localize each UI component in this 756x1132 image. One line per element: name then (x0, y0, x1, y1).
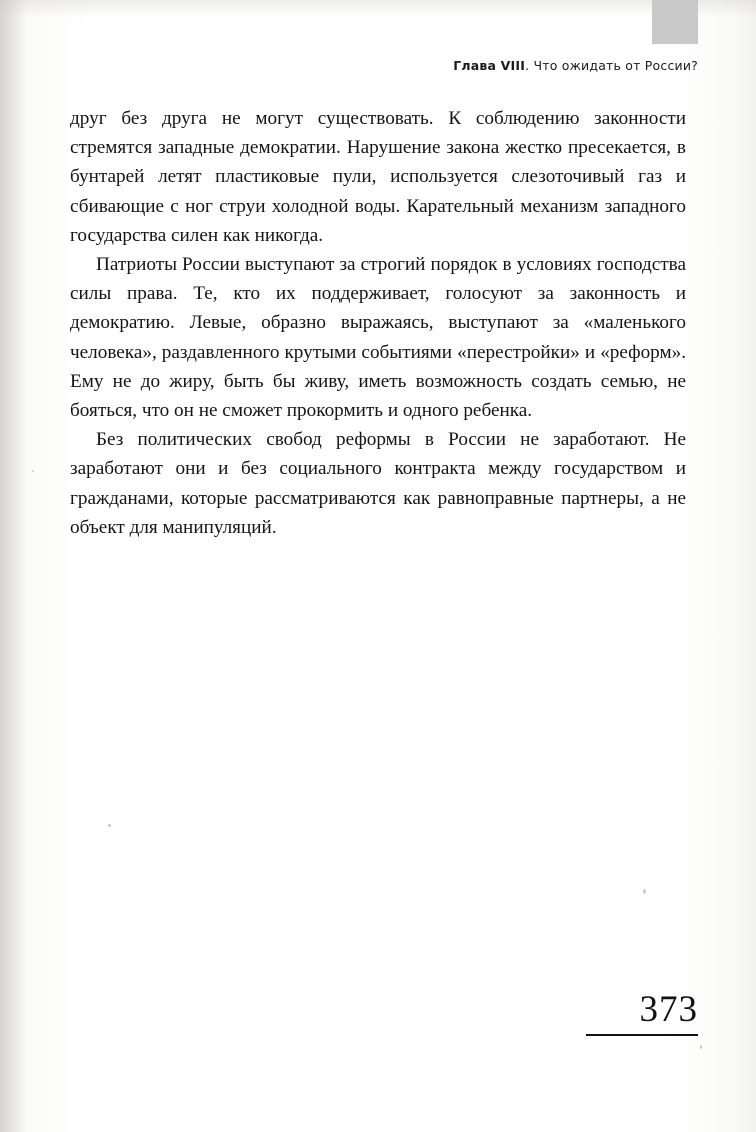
page-number: 373 (639, 989, 698, 1030)
scan-speck (643, 889, 646, 894)
page-folio (586, 990, 698, 1036)
scan-edge-left (0, 0, 26, 1132)
paragraph: Без политических свобод реформы в России не заработают. Не заработают они и без социального контракта между государством и гражданами, которые рассматриваются как равноправные партнеры, а не объект для манипуляций. (70, 429, 686, 538)
scan-corner-marker (652, 0, 698, 44)
running-head-separator: . (525, 58, 534, 73)
running-head-chapter: Глава VIII (453, 58, 526, 73)
scan-speck (108, 824, 111, 827)
paragraph: друг без друга не могут существовать. К соблюдению законности стремятся западные демократии. Нарушение закона жестко пресекается, в бунтарей летят пластиковые пули, используется слезоточивый газ и сбивающие с ног струи холодной воды. Карательный механизм западного государства силен как никогда. (70, 108, 686, 246)
folio-rule (586, 1034, 698, 1036)
running-head-title: Что ожидать от России? (533, 58, 698, 73)
scan-speck (700, 1045, 702, 1049)
scan-speck (32, 470, 34, 472)
running-head (453, 58, 698, 73)
paragraph: Патриоты России выступают за строгий порядок в условиях господства силы права. Те, кто их поддерживает, голосуют за законность и демократию. Левые, образно выражаясь, выступают за «маленького человека», раздавленного крутыми событиями «перестройки» и «реформ». Ему не до жиру, быть бы живу, иметь возможность создать семью, не бояться, что он не сможет прокормить и одного ребенка. (70, 254, 686, 422)
scan-edge-top (0, 0, 756, 18)
body-text (70, 104, 686, 542)
